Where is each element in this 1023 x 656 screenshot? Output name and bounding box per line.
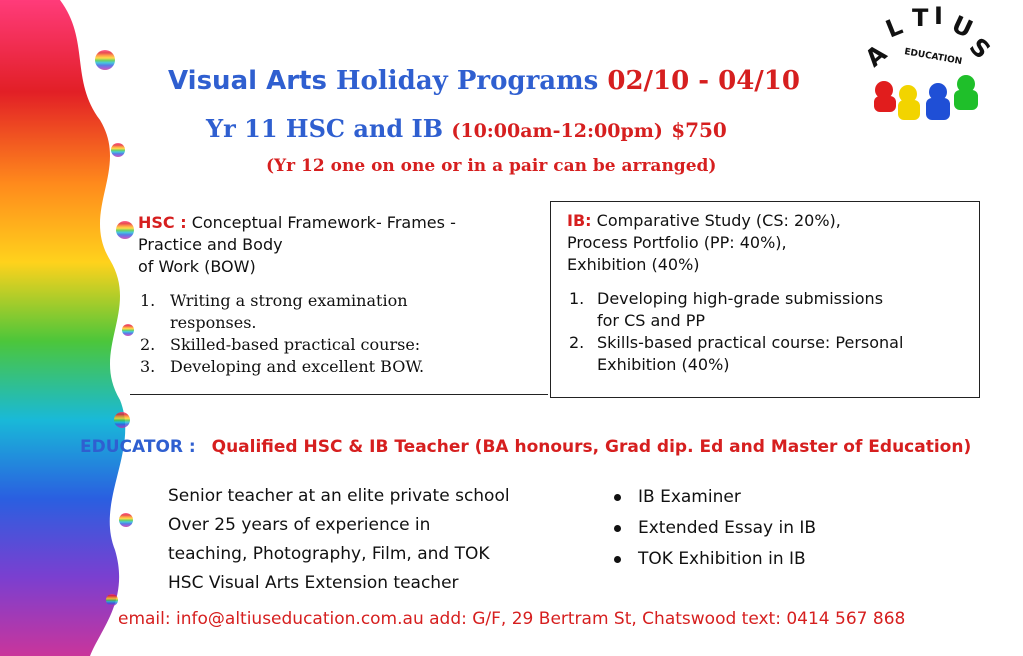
bio-line: Over 25 years of experience in [168,515,431,535]
title-lead: Visual Arts [168,66,327,96]
svg-text:T: T [912,4,929,32]
teacher-bio [168,482,510,598]
ib-list [569,288,969,376]
program-title [168,66,800,96]
list-item: 3. Developing and excellent BOW. [140,357,425,376]
program-dates: 02/10 - 04/10 [607,66,800,96]
list-item: Extended Essay in IB [612,513,816,544]
rainbow-paint-splash [0,0,140,656]
svg-text:L: L [881,11,907,44]
hsc-heading-line: Conceptual Framework- Frames - [191,213,456,232]
list-item: TOK Exhibition in IB [612,544,816,575]
svg-text:EDUCATION: EDUCATION [903,47,963,68]
ib-heading [567,210,967,276]
ib-heading-line: Exhibition (40%) [567,255,700,274]
bullet-icon [614,494,621,501]
hsc-box [130,204,548,395]
list-item: IB Examiner [612,482,816,513]
ib-label: IB: [567,211,592,230]
ib-heading-line: Comparative Study (CS: 20%), [596,211,841,230]
bullet-icon [614,525,621,532]
altius-education-logo [859,2,996,128]
list-item: 2. Skills-based practical course: Personal Exhibition (40%) [569,333,904,374]
ib-box [550,201,980,398]
bio-line: teaching, Photography, Film, and TOK [168,544,490,564]
year-level: Yr 11 HSC and IB [206,114,443,143]
contact-footer: email: info@altiuseducation.com.au add: G/F, 29 Bertram St, Chatswood text: 0414 567 868 [118,609,906,629]
bio-line: HSC Visual Arts Extension teacher [168,573,459,593]
teacher-roles-list [612,482,816,575]
hsc-heading-line: of Work (BOW) [138,257,256,276]
svg-text:U: U [947,10,977,44]
svg-text:I: I [934,2,943,30]
hsc-heading-line: Practice and Body [138,235,283,254]
session-time: (10:00am-12:00pm) [451,120,663,142]
program-price: $750 [671,118,727,142]
svg-text:A: A [859,39,893,73]
bio-line: Senior teacher at an elite private school [168,486,510,506]
hsc-label: HSC : [138,213,187,232]
program-subtitle [206,114,727,143]
hsc-heading [138,212,538,278]
svg-text:S: S [963,32,996,65]
ib-heading-line: Process Portfolio (PP: 40%), [567,233,787,252]
yr12-note: (Yr 12 one on one or in a pair can be arranged) [266,156,717,176]
list-item: 2. Skilled-based practical course: [140,335,421,354]
list-item: 1. Writing a strong examination responses. [140,291,408,332]
educator-label: EDUCATOR : [80,437,196,457]
educator-line [80,437,971,457]
title-main: Holiday Programs [335,66,599,96]
hsc-list [140,290,424,378]
educator-qualifications: Qualified HSC & IB Teacher (BA honours, Grad dip. Ed and Master of Education) [211,437,972,457]
bullet-icon [614,556,621,563]
list-item: 1. Developing high-grade submissions for CS and PP [569,289,884,330]
